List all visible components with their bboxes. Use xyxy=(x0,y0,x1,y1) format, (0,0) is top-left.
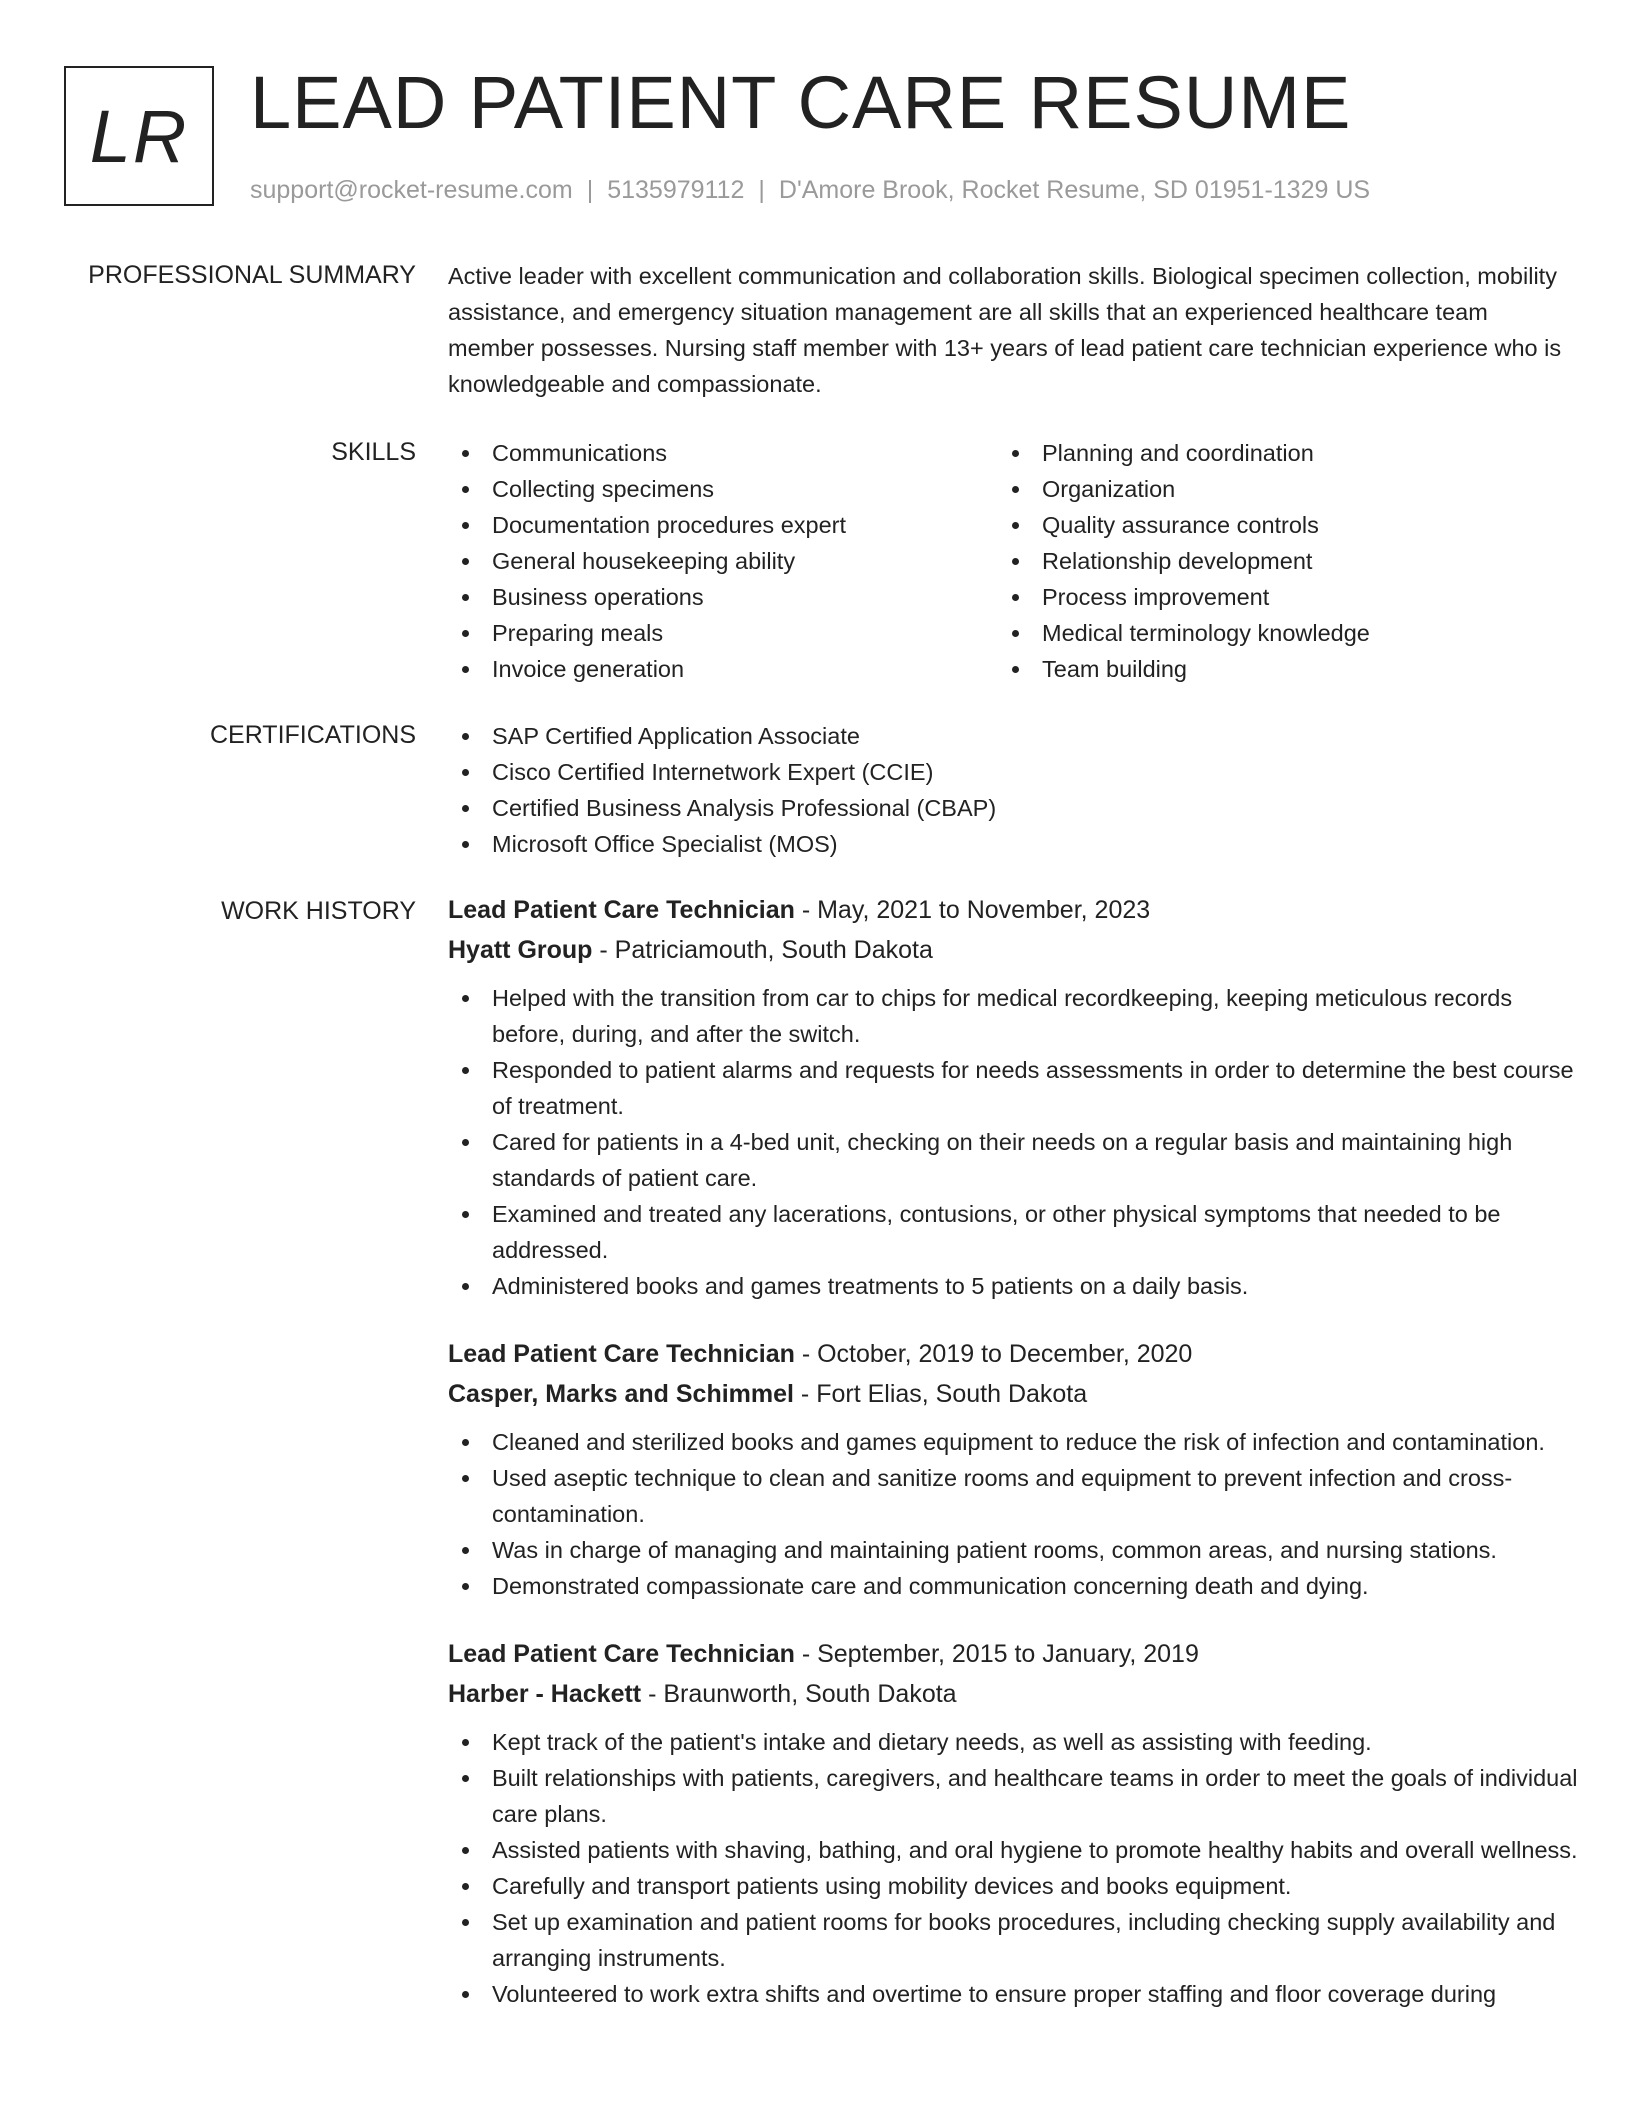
skill-item: Planning and coordination xyxy=(998,435,1548,471)
skill-item: Documentation procedures expert xyxy=(448,507,998,543)
contact-phone[interactable]: 5135979112 xyxy=(607,176,745,204)
job-bullet-list xyxy=(448,1724,1578,2012)
job-role: Lead Patient Care Technician xyxy=(448,1340,795,1368)
work-history-heading: WORK HISTORY xyxy=(221,897,416,925)
skill-item: Process improvement xyxy=(998,579,1548,615)
job-dates: - May, 2021 to November, 2023 xyxy=(794,896,1151,924)
job-role-line xyxy=(448,1334,1578,1374)
job-bullet: Helped with the transition from car to chips for medical recordkeeping, keeping meticulous records before, during, and after the switch. xyxy=(448,980,1578,1052)
job-location: - Patriciamouth, South Dakota xyxy=(592,936,933,964)
contact-separator: | xyxy=(586,176,594,204)
monogram-box xyxy=(64,66,214,206)
contact-address: D'Amore Brook, Rocket Resume, SD 01951-1329 US xyxy=(778,176,1371,204)
job-bullet: Built relationships with patients, caregivers, and healthcare teams in order to meet the goals of individual care plans. xyxy=(448,1760,1578,1832)
job-location: - Fort Elias, South Dakota xyxy=(793,1380,1088,1408)
skill-item: Business operations xyxy=(448,579,998,615)
job-bullet: Demonstrated compassionate care and communication concerning death and dying. xyxy=(448,1568,1578,1604)
skill-item: Quality assurance controls xyxy=(998,507,1548,543)
skill-item: Invoice generation xyxy=(448,651,998,687)
skill-item: Team building xyxy=(998,651,1548,687)
job-company-line xyxy=(448,1374,1578,1414)
job-bullet: Volunteered to work extra shifts and overtime to ensure proper staffing and floor coverage during xyxy=(448,1976,1578,2012)
job-bullet: Carefully and transport patients using mobility devices and books equipment. xyxy=(448,1868,1578,1904)
skill-item: Communications xyxy=(448,435,998,471)
job-company-line xyxy=(448,930,1578,970)
job-bullet: Cleaned and sterilized books and games equipment to reduce the risk of infection and contamination. xyxy=(448,1424,1578,1460)
skills-list-left xyxy=(448,435,998,687)
monogram-initials: LR xyxy=(89,94,189,178)
certification-item: Microsoft Office Specialist (MOS) xyxy=(448,826,1578,862)
resume-title: LEAD PATIENT CARE RESUME xyxy=(250,61,1352,144)
job-bullet: Set up examination and patient rooms for books procedures, including checking supply availability and arranging instruments. xyxy=(448,1904,1578,1976)
job-bullet: Assisted patients with shaving, bathing, and oral hygiene to promote healthy habits and overall wellness. xyxy=(448,1832,1578,1868)
job-entry xyxy=(448,890,1578,1304)
skill-item: Collecting specimens xyxy=(448,471,998,507)
job-role-line xyxy=(448,890,1578,930)
job-dates: - October, 2019 to December, 2020 xyxy=(794,1340,1193,1368)
job-role: Lead Patient Care Technician xyxy=(448,1640,795,1668)
skills-list-right xyxy=(998,435,1548,687)
job-role-line xyxy=(448,1634,1578,1674)
contact-email[interactable]: support@rocket-resume.com xyxy=(250,176,573,204)
certification-item: Cisco Certified Internetwork Expert (CCIE) xyxy=(448,754,1578,790)
job-company: Harber - Hackett xyxy=(448,1680,642,1708)
job-bullet: Cared for patients in a 4-bed unit, checking on their needs on a regular basis and maintaining high standards of patient care. xyxy=(448,1124,1578,1196)
job-bullet: Used aseptic technique to clean and sanitize rooms and equipment to prevent infection and cross-contamination. xyxy=(448,1460,1578,1532)
job-entry xyxy=(448,1634,1578,2012)
job-bullet: Administered books and games treatments to 5 patients on a daily basis. xyxy=(448,1268,1578,1304)
contact-separator: | xyxy=(758,176,765,204)
job-location: - Braunworth, South Dakota xyxy=(641,1680,957,1708)
skill-item: General housekeeping ability xyxy=(448,543,998,579)
job-company: Hyatt Group xyxy=(448,936,593,964)
job-company-line xyxy=(448,1674,1578,1714)
job-bullet: Examined and treated any lacerations, contusions, or other physical symptoms that needed to be addressed. xyxy=(448,1196,1578,1268)
job-dates: - September, 2015 to January, 2019 xyxy=(794,1640,1199,1668)
job-role: Lead Patient Care Technician xyxy=(448,896,795,924)
job-bullet: Kept track of the patient's intake and dietary needs, as well as assisting with feeding. xyxy=(448,1724,1578,1760)
skill-item: Preparing meals xyxy=(448,615,998,651)
certifications-heading: CERTIFICATIONS xyxy=(209,721,416,749)
contact-line xyxy=(250,174,1370,206)
job-bullet: Was in charge of managing and maintaining patient rooms, common areas, and nursing stations. xyxy=(448,1532,1578,1568)
skill-item: Relationship development xyxy=(998,543,1548,579)
summary-heading: PROFESSIONAL SUMMARY xyxy=(88,261,416,289)
certifications-list xyxy=(448,718,1578,862)
certification-item: SAP Certified Application Associate xyxy=(448,718,1578,754)
job-bullet-list xyxy=(448,980,1578,1304)
job-entry xyxy=(448,1334,1578,1604)
skill-item: Organization xyxy=(998,471,1548,507)
job-company: Casper, Marks and Schimmel xyxy=(448,1380,794,1408)
skills-heading: SKILLS xyxy=(331,438,416,466)
certification-item: Certified Business Analysis Professional (CBAP) xyxy=(448,790,1578,826)
summary-text: Active leader with excellent communication and collaboration skills. Biological specimen collection, mobility assistance, and emergency situation management are all skills that an experienced healthcare team member possesses. Nursing staff member with 13+ years of lead patient care technician experience who is knowledgeable and compassionate. xyxy=(448,263,1562,397)
skill-item: Medical terminology knowledge xyxy=(998,615,1548,651)
job-bullet-list xyxy=(448,1424,1578,1604)
job-bullet: Responded to patient alarms and requests for needs assessments in order to determine the best course of treatment. xyxy=(448,1052,1578,1124)
